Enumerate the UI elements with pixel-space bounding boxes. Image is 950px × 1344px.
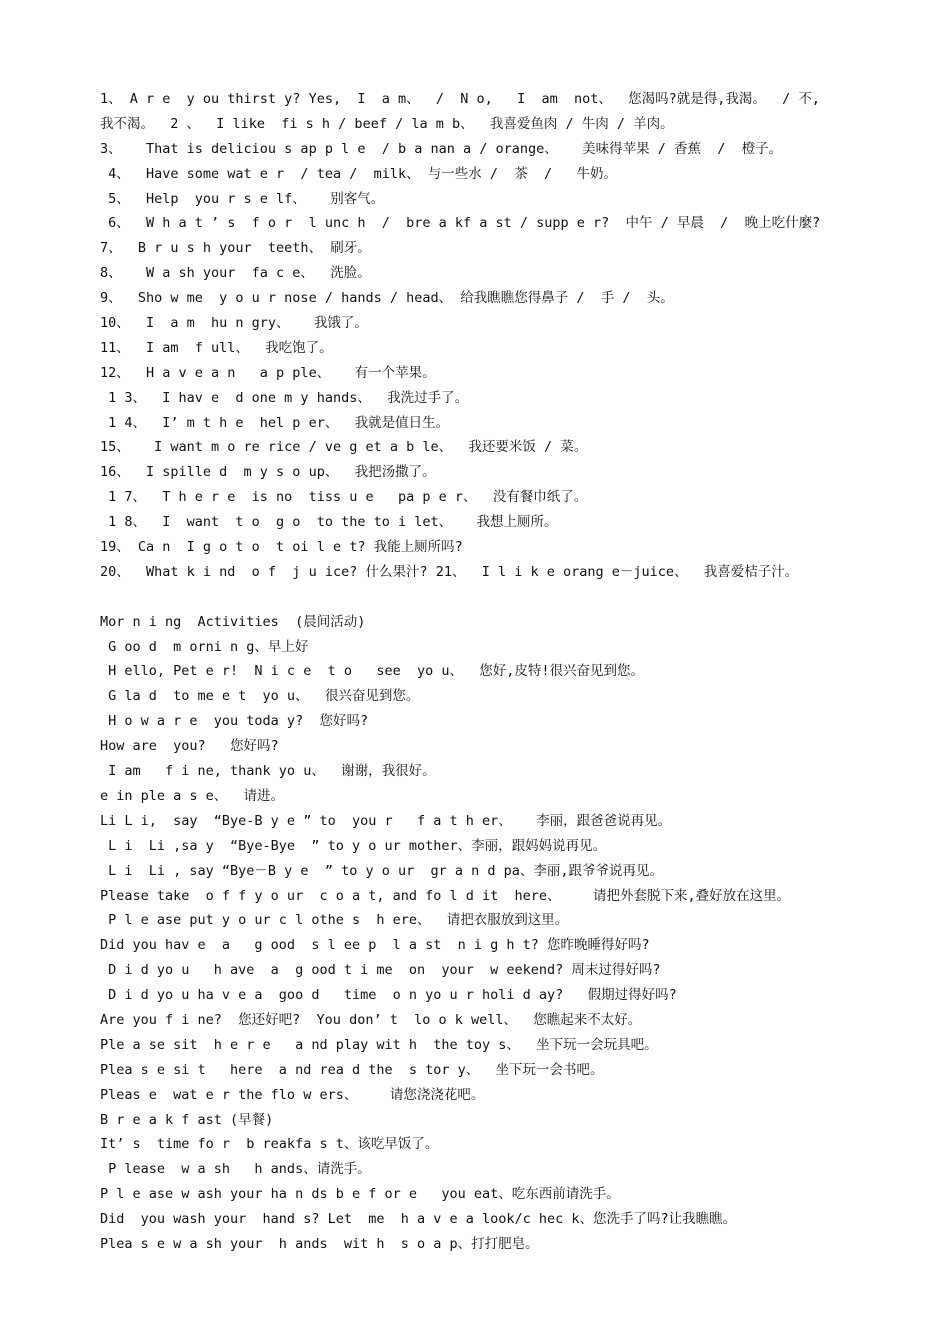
- text-line: G la d to me e t yo u、 很兴奋见到您。: [100, 688, 420, 705]
- text-line: B r e a k f ast (早餐): [100, 1111, 274, 1128]
- text-line: D i d yo u ha v e a goo d time o n yo u r holi d ay? 假期过得好吗?: [100, 987, 677, 1004]
- text-line: Pleas e wat e r the flo w ers、 请您浇浇花吧。: [100, 1086, 485, 1103]
- text-line: L i Li , say “Bye－B y e ” to y o ur gr a n d pa、李丽,跟爷爷说再见。: [100, 862, 664, 879]
- text-line: 19、 Ca n I g o t o t oi l e t? 我能上厕所吗?: [100, 539, 463, 556]
- text-line: 10、 I a m hu n gry、 我饿了。: [100, 315, 368, 332]
- text-line: 15、 I want m o re rice / ve g et a b le、 我还要米饭 / 菜。: [100, 439, 588, 456]
- text-line: Plea s e w a sh your h ands wit h s o a p、打打肥皂。: [100, 1235, 539, 1252]
- text-line: I am f i ne, thank yo u、 谢谢，我很好。: [100, 763, 436, 780]
- text-line: 4、 Have some wat e r / tea / milk、 与一些水 / 茶 / 牛奶。: [100, 165, 618, 182]
- text-line: P l e ase w ash your ha n ds b e f or e you eat、吃东西前请洗手。: [100, 1186, 620, 1203]
- text-line: Plea s e si t here a nd rea d the s tor y、 坐下玩一会书吧。: [100, 1061, 604, 1078]
- text-line: How are you? 您好吗?: [100, 738, 279, 755]
- text-line: 1 3、 I hav e d one m y hands、 我洗过手了。: [100, 389, 469, 406]
- document-body: [100, 87, 852, 1257]
- text-line: 6、 W h a t ’ s f o r l unc h / bre a kf a st / supp e r? 中午 / 早晨 / 晚上吃什麼?: [100, 215, 821, 232]
- text-line: 3、 That is deliciou s ap p l e / b a nan a / orange、 美味得苹果 / 香蕉 / 橙子。: [100, 140, 783, 157]
- text-line: 11、 I am f ull、 我吃饱了。: [100, 339, 333, 356]
- text-line: D i d yo u h ave a g ood t i me on your w eekend? 周末过得好吗?: [100, 962, 661, 979]
- text-line: Mor n i ng Activities (晨间活动): [100, 613, 366, 630]
- text-line: 9、 Sho w me y o u r nose / hands / head、 给我瞧瞧您得鼻子 / 手 / 头。: [100, 290, 674, 307]
- text-line: It’ s time fo r b reakfa s t、该吃早饭了。: [100, 1136, 439, 1153]
- text-line: H o w a r e you toda y? 您好吗?: [100, 713, 369, 730]
- text-line: G oo d m orni n g、早上好: [100, 638, 309, 655]
- text-line: 5、 Help you r s e lf、 别客气。: [100, 190, 385, 207]
- text-line: Li L i, say “Bye-B y e ” to you r f a t h er、 李丽，跟爸爸说再见。: [100, 812, 672, 829]
- text-line: Did you wash your hand s? Let me h a v e a look/c hec k、您洗手了吗?让我瞧瞧。: [100, 1211, 737, 1228]
- text-line: 1 8、 I want t o g o to the to i let、 我想上厕所。: [100, 514, 558, 531]
- text-line: Please take o f f y o ur c o a t, and fo l d it here、 请把外套脱下来,叠好放在这里。: [100, 887, 791, 904]
- text-line: 1 7、 T h e r e is no tiss u e pa p e r、 没有餐巾纸了。: [100, 489, 588, 506]
- text-line: P lease w a sh h ands、请洗手。: [100, 1161, 371, 1178]
- text-line: 7、 B r u s h your teeth、 刷牙。: [100, 240, 371, 257]
- text-line: 1、 A r e y ou thirst y? Yes, I a m、 / N o, I am not、 您渴吗?就是得,我渴。 / 不,: [100, 91, 821, 107]
- text-line: P l e ase put y o ur c l othe s h ere、 请把衣服放到这里。: [100, 912, 569, 929]
- text-line: H ello, Pet e r! N i c e t o see yo u、 您好,皮特!很兴奋见到您。: [100, 663, 645, 680]
- text-line: 8、 W a sh your fa c e、 洗脸。: [100, 265, 371, 282]
- text-line: Ple a se sit h e r e a nd play wit h the toy s、 坐下玩一会玩具吧。: [100, 1036, 658, 1053]
- text-line: 20、 What k i nd o f j u ice? 什么果汁? 21、 I l i k e orang e－juice、 我喜爱桔子汁。: [100, 563, 799, 580]
- text-line: 12、 H a v e a n a p ple、 有一个苹果。: [100, 364, 436, 381]
- text-line: 我不渴。 2 、 I like fi s h / beef / la m b、 我喜爱鱼肉 / 牛肉 / 羊肉。: [100, 115, 674, 132]
- text-line: L i Li ,sa y “Bye-Bye ” to y o ur mother、李丽，跟妈妈说再见。: [100, 837, 607, 854]
- text-line: e in ple a s e、 请进。: [100, 787, 285, 804]
- blank-line: [100, 585, 852, 610]
- text-line: Are you f i ne? 您还好吧? You don’ t lo o k well、 您瞧起来不太好。: [100, 1011, 642, 1028]
- text-line: 16、 I spille d m y s o up、 我把汤撒了。: [100, 464, 436, 481]
- text-line: 1 4、 I’ m t h e hel p er、 我就是值日生。: [100, 414, 450, 431]
- text-line: Did you hav e a g ood s l ee p l a st n i g h t? 您昨晚睡得好吗?: [100, 937, 650, 954]
